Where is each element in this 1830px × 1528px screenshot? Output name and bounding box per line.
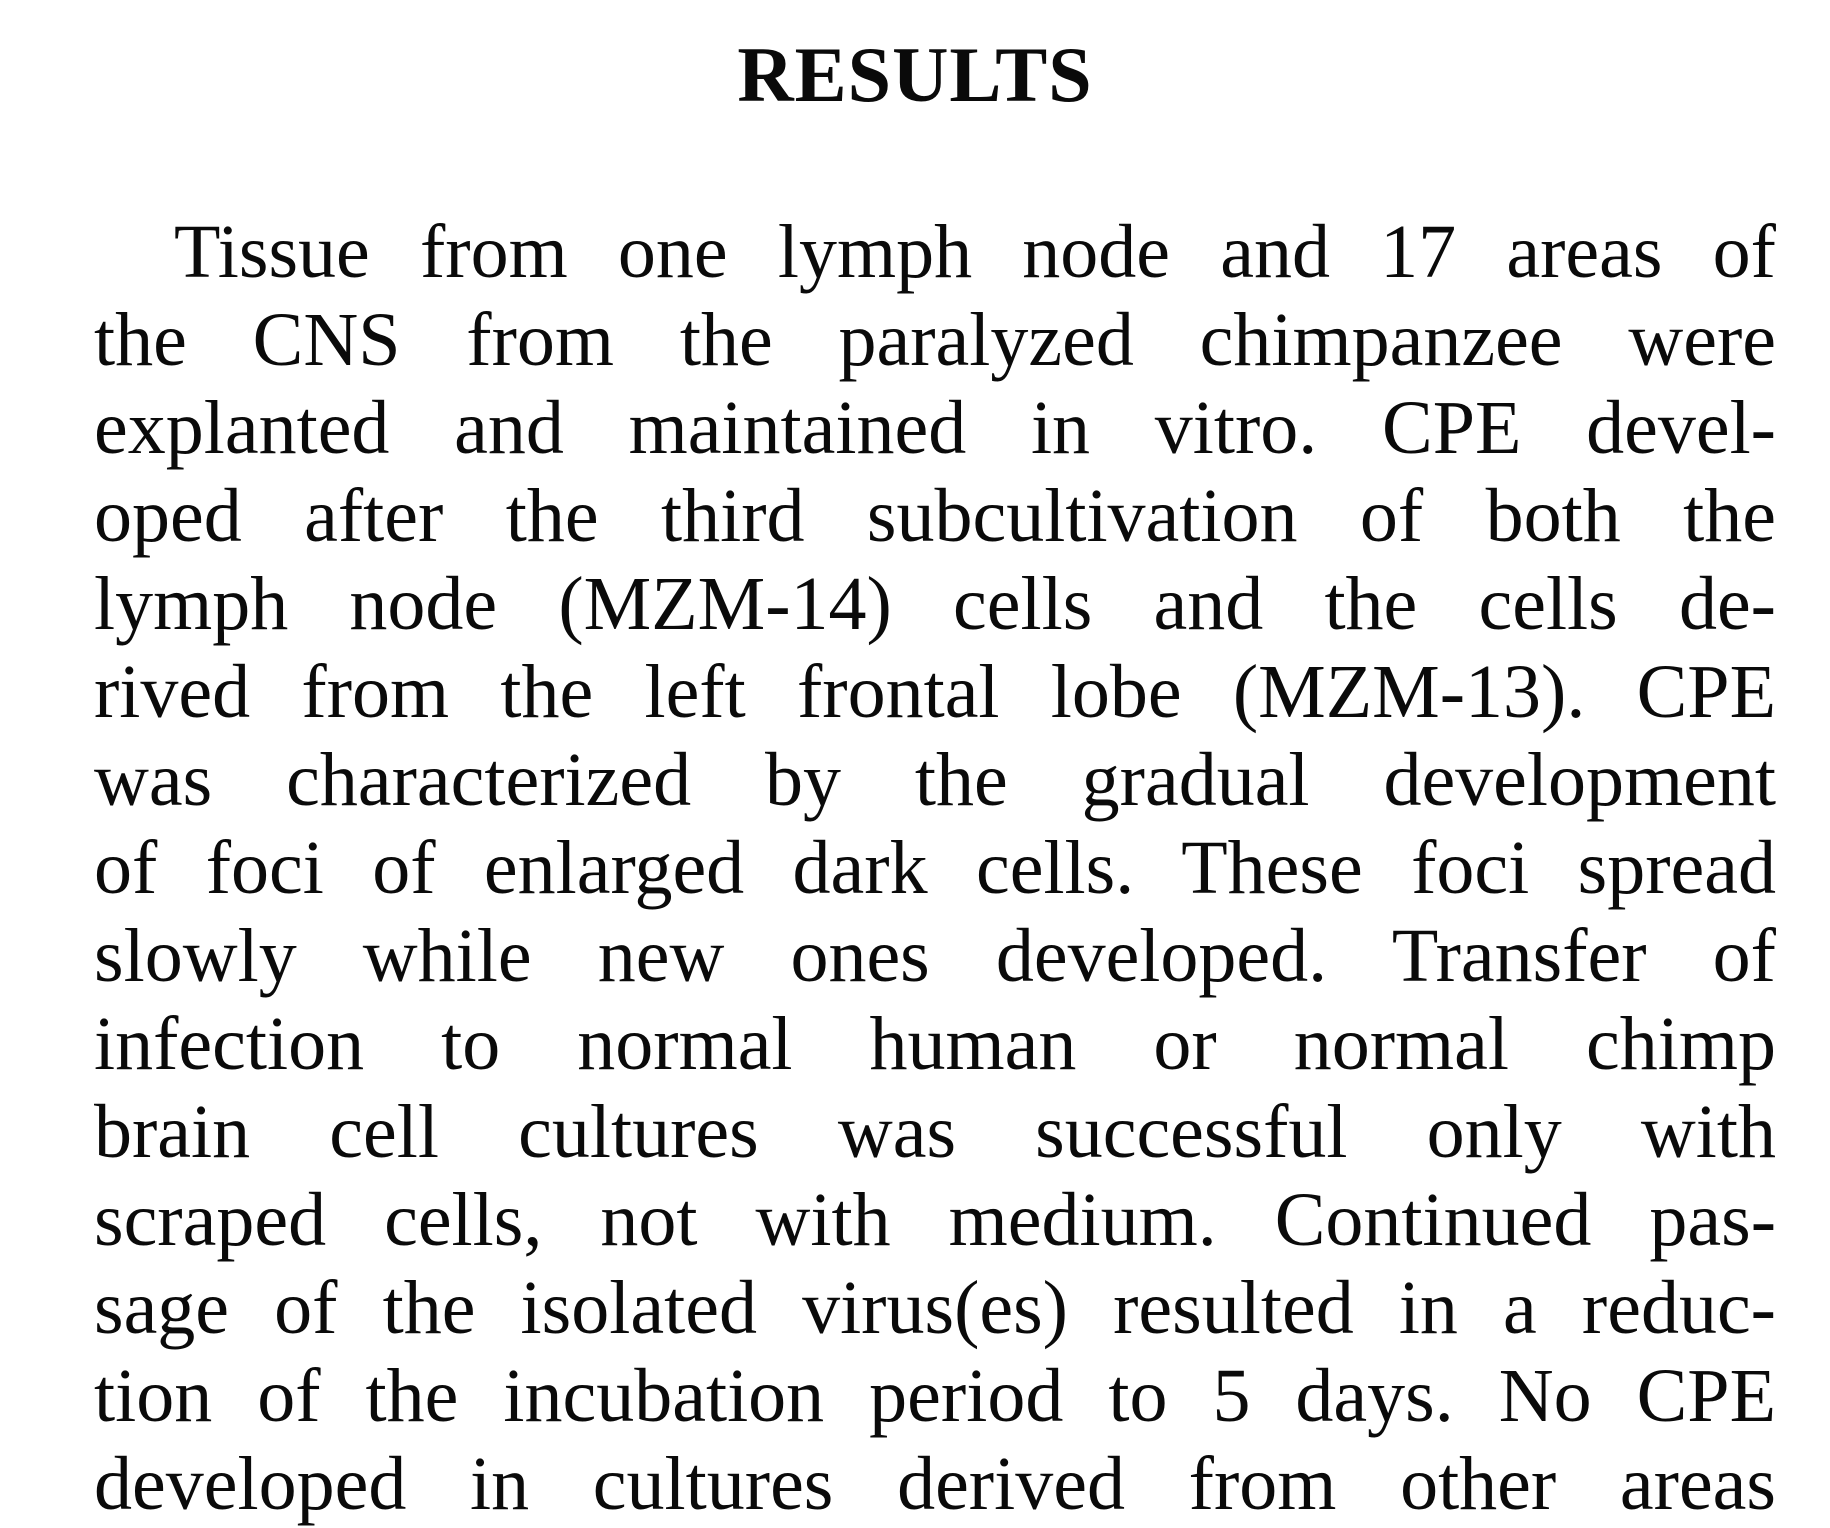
paragraph-line: tion of the incubation period to 5 days. No CPE	[94, 1354, 1776, 1438]
paragraph-line: developed in cultures derived from other areas	[94, 1442, 1776, 1526]
paragraph-line: scraped cells, not with medium. Continued pas-	[94, 1178, 1776, 1262]
paragraph-line: infection to normal human or normal chimp	[94, 1002, 1776, 1086]
paragraph-line: sage of the isolated virus(es) resulted in a reduc-	[94, 1266, 1776, 1350]
paragraph-line: brain cell cultures was successful only with	[94, 1090, 1776, 1174]
paragraph-line: lymph node (MZM-14) cells and the cells de-	[94, 562, 1776, 646]
paragraph-line: slowly while new ones developed. Transfer of	[94, 914, 1776, 998]
paragraph-line: explanted and maintained in vitro. CPE devel-	[94, 386, 1776, 470]
paragraph-line: Tissue from one lymph node and 17 areas of	[174, 210, 1776, 294]
section-heading: RESULTS	[737, 31, 1093, 118]
paragraph-line: oped after the third subcultivation of both the	[94, 474, 1776, 558]
results-paragraph	[94, 208, 1776, 1528]
paragraph-line: the CNS from the paralyzed chimpanzee were	[94, 298, 1776, 382]
paragraph-line: was characterized by the gradual development	[94, 738, 1776, 822]
paragraph-line: of foci of enlarged dark cells. These foci spread	[94, 826, 1776, 910]
paragraph-line: rived from the left frontal lobe (MZM-13). CPE	[94, 650, 1776, 734]
